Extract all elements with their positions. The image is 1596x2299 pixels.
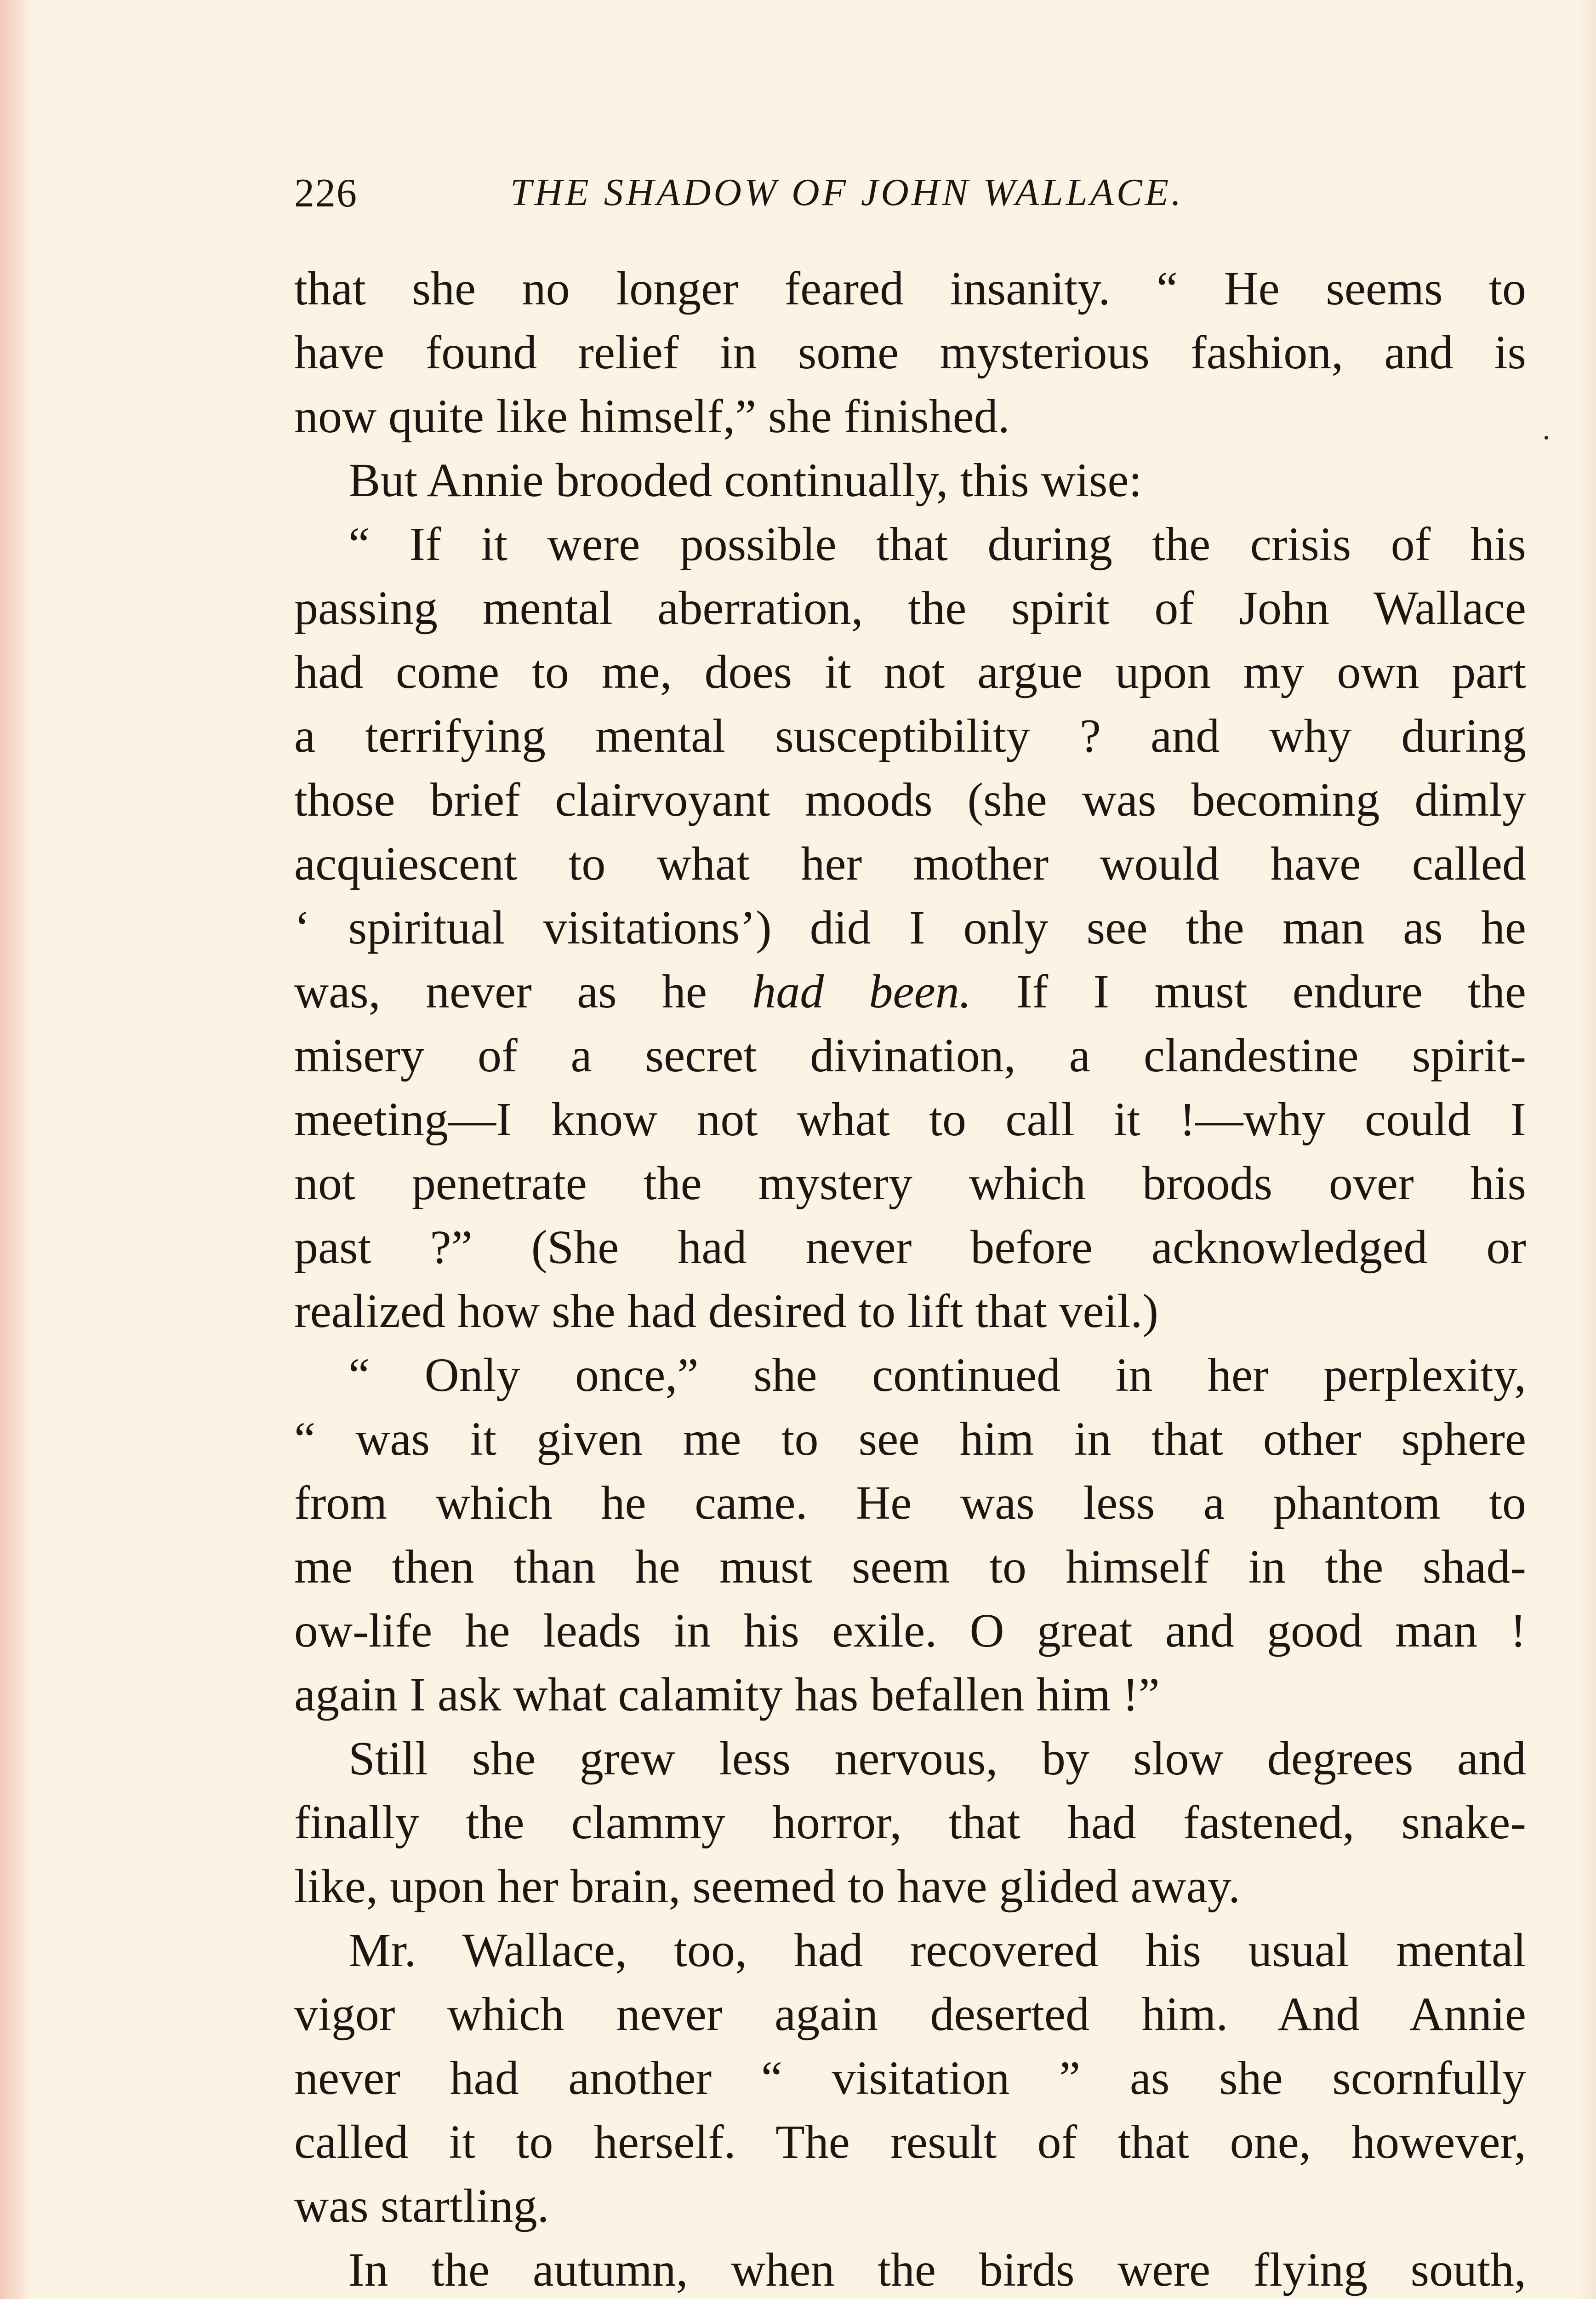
text-line: that she no longer feared insanity. “ He seems to	[294, 262, 1526, 315]
text-line: realized how she had desired to lift that veil.)	[294, 1285, 1159, 1338]
text-line: misery of a secret divination, a clandestine spirit-	[294, 1029, 1526, 1082]
text-line: a terrifying mental susceptibility ? and why during	[294, 709, 1526, 762]
text-line: Mr. Wallace, too, had recovered his usual mental	[348, 1924, 1526, 1977]
text-line	[294, 960, 1526, 1024]
text-line: acquiescent to what her mother would have called	[294, 837, 1526, 890]
text-segment: If I must endure the	[1016, 965, 1526, 1018]
text-line: past ?” (She had never before acknowledged or	[294, 1221, 1526, 1274]
page-edge-left	[0, 0, 32, 2299]
text-line: again I ask what calamity has befallen him !”	[294, 1668, 1160, 1721]
text-line: was startling.	[294, 2179, 549, 2232]
text-line: me then than he must seem to himself in the shad-	[294, 1540, 1526, 1593]
text-line: like, upon her brain, seemed to have glided away.	[294, 1860, 1241, 1913]
text-line: have found relief in some mysterious fashion, and is	[294, 326, 1526, 379]
running-header	[294, 166, 1310, 230]
body-text	[294, 257, 1526, 2299]
page-number: 226	[294, 171, 358, 216]
running-title: THE SHADOW OF JOHN WALLACE.	[510, 171, 1184, 214]
italic-phrase: had been.	[752, 965, 971, 1018]
text-line: “ If it were possible that during the crisis of his	[348, 518, 1526, 571]
text-line: passing mental aberration, the spirit of John Wallace	[294, 582, 1526, 635]
text-line: Still she grew less nervous, by slow degrees and	[348, 1732, 1526, 1785]
text-line: “ was it given me to see him in that other sphere	[294, 1413, 1526, 1465]
ink-speck	[1545, 436, 1548, 440]
text-line: ‘ spiritual visitations’) did I only see the man as he	[294, 901, 1526, 954]
text-line: now quite like himself,” she finished.	[294, 390, 1010, 443]
text-line: never had another “ visitation ” as she scornfully	[294, 2052, 1526, 2105]
text-line: not penetrate the mystery which broods over his	[294, 1157, 1526, 1210]
text-line: ow-life he leads in his exile. O great and good man !	[294, 1604, 1526, 1657]
text-line: called it to herself. The result of that one, however,	[294, 2116, 1526, 2168]
text-line: But Annie brooded continually, this wise:	[348, 454, 1142, 507]
text-line: had come to me, does it not argue upon my own part	[294, 646, 1526, 698]
page-edge-right	[1578, 0, 1596, 2299]
text-segment: was, never as he	[294, 965, 707, 1018]
text-line: “ Only once,” she continued in her perplexity,	[348, 1349, 1526, 1401]
text-line: meeting—I know not what to call it !—why could I	[294, 1093, 1526, 1146]
text-line: In the autumn, when the birds were flying south,	[348, 2243, 1526, 2296]
text-line: those brief clairvoyant moods (she was becoming dimly	[294, 773, 1526, 826]
text-line: vigor which never again deserted him. And Annie	[294, 1988, 1526, 2041]
text-line: from which he came. He was less a phantom to	[294, 1476, 1526, 1529]
text-line: finally the clammy horror, that had fastened, snake-	[294, 1796, 1526, 1849]
